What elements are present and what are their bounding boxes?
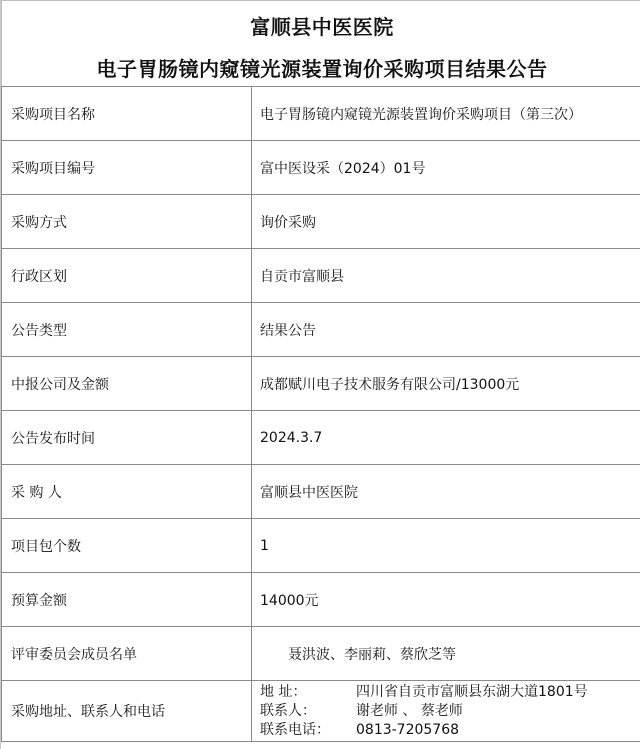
row-value-winner: 成都赋川电子技术服务有限公司/13000元	[252, 357, 640, 411]
row-label-committee: 评审委员会成员名单	[2, 627, 252, 681]
table-row	[2, 195, 640, 249]
announcement-table	[1, 86, 640, 742]
person-value: 谢老师 、 蔡老师	[356, 702, 463, 719]
contact-phone-line	[260, 721, 640, 740]
row-label-project-number: 采购项目编号	[2, 141, 252, 195]
row-value-publish-time: 2024.3.7	[252, 411, 640, 465]
address-key: 地 址：	[260, 683, 307, 700]
phone-value: 0813-7205768	[356, 721, 460, 738]
contact-address-line	[260, 683, 640, 702]
row-label-procurement-method: 采购方式	[2, 195, 252, 249]
phone-key: 联系电话：	[260, 721, 330, 738]
table-row	[2, 87, 640, 141]
row-label-project-name: 采购项目名称	[2, 87, 252, 141]
row-label-package-count: 项目包个数	[2, 519, 252, 573]
row-label-budget: 预算金额	[2, 573, 252, 627]
table-row	[2, 627, 640, 681]
row-label-purchaser: 采 购 人	[2, 465, 252, 519]
table-row	[2, 249, 640, 303]
table-row	[2, 141, 640, 195]
row-value-committee: 聂洪波、李丽莉、蔡欣芝等	[252, 627, 640, 681]
table-row	[2, 303, 640, 357]
row-label-notice-type: 公告类型	[2, 303, 252, 357]
table-row	[2, 411, 640, 465]
row-value-budget: 14000元	[252, 573, 640, 627]
contact-details	[252, 681, 640, 742]
row-value-region: 自贡市富顺县	[252, 249, 640, 303]
table-row	[2, 519, 640, 573]
table-row	[2, 465, 640, 519]
person-key: 联系人：	[260, 702, 316, 719]
table-row	[2, 681, 640, 742]
row-value-project-number: 富中医设采（2024）01号	[252, 141, 640, 195]
row-value-procurement-method: 询价采购	[252, 195, 640, 249]
table-row	[2, 357, 640, 411]
row-label-region: 行政区划	[2, 249, 252, 303]
table-row	[2, 573, 640, 627]
announcement-title: 电子胃肠镜内窥镜光源装置询价采购项目结果公告	[96, 57, 548, 81]
row-value-purchaser: 富顺县中医医院	[252, 465, 640, 519]
row-label-publish-time: 公告发布时间	[2, 411, 252, 465]
row-value-project-name: 电子胃肠镜内窥镜光源装置询价采购项目（第三次）	[252, 87, 640, 141]
row-label-winner: 中报公司及金额	[2, 357, 252, 411]
hospital-name: 富顺县中医医院	[250, 15, 394, 39]
row-value-package-count: 1	[252, 519, 640, 573]
announcement-header	[1, 0, 640, 86]
address-value: 四川省自贡市富顺县东湖大道1801号	[356, 683, 588, 700]
row-value-notice-type: 结果公告	[252, 303, 640, 357]
contact-person-line	[260, 702, 640, 721]
row-label-contact: 采购地址、联系人和电话	[2, 681, 252, 742]
